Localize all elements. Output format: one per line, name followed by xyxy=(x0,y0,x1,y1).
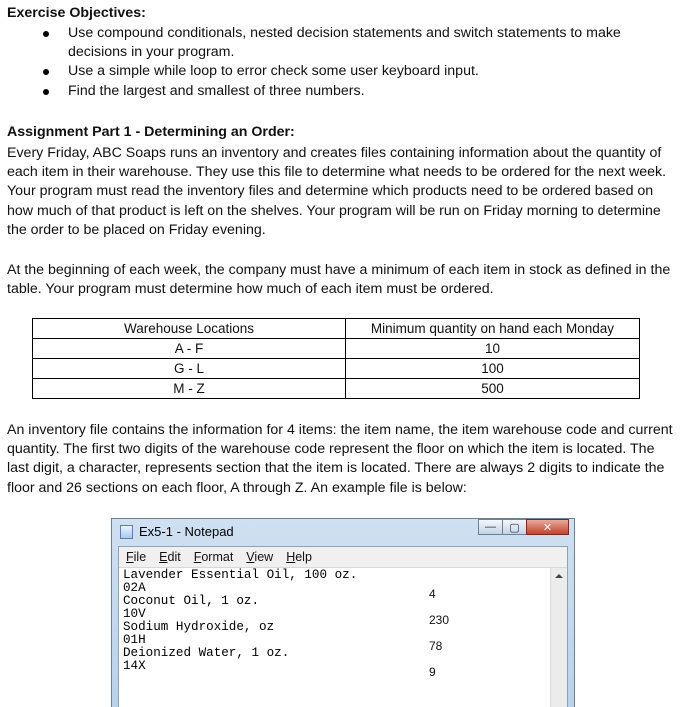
table-row xyxy=(33,339,640,359)
text-line: 01H xyxy=(123,633,146,647)
text-line: 10V xyxy=(123,607,146,621)
menu-file[interactable]: File xyxy=(126,550,147,564)
table-header-row xyxy=(33,319,640,339)
quantity-value: 230 xyxy=(429,613,450,627)
notepad-app-icon xyxy=(120,525,133,539)
table-row xyxy=(33,359,640,379)
text-line: Sodium Hydroxide, oz xyxy=(123,620,275,634)
column-header: Warehouse Locations xyxy=(33,319,346,339)
bullet-icon xyxy=(43,89,49,95)
bullet-icon xyxy=(43,69,49,75)
text-line: 02A xyxy=(123,581,146,595)
text-line: Deionized Water, 1 oz. xyxy=(123,646,290,660)
quantity-value: 78 xyxy=(429,639,443,653)
text-line: Lavender Essential Oil, 100 oz. xyxy=(123,568,358,582)
table-row xyxy=(33,379,640,399)
notepad-client-area xyxy=(118,546,568,707)
column-header: Minimum quantity on hand each Monday xyxy=(346,319,640,339)
notepad-text-area[interactable] xyxy=(123,569,423,673)
objectives-heading: Exercise Objectives: xyxy=(7,5,146,21)
quantity-value: 4 xyxy=(429,587,436,601)
close-button[interactable]: ✕ xyxy=(526,519,569,535)
paragraph-intro: Every Friday, ABC Soaps runs an inventory and creates files containing information about the quantity of each item in their warehouse. They use this file to determine what needs to be ordered for the next week. Your program must read the inventory files and determine which products need to be ordered based on how much of that product is left on the shelves. Your program will be run on Friday morning to determine the order to be placed on Friday evening. xyxy=(7,145,667,238)
maximize-button[interactable]: ▢ xyxy=(502,519,527,535)
table-cell: G - L xyxy=(33,359,346,379)
window-title: Ex5-1 - Notepad xyxy=(139,524,234,539)
table-cell: 100 xyxy=(346,359,640,379)
quantity-value: 9 xyxy=(429,665,436,679)
table-cell: A - F xyxy=(33,339,346,359)
table-cell: 10 xyxy=(346,339,640,359)
table-cell: 500 xyxy=(346,379,640,399)
vertical-scrollbar[interactable] xyxy=(550,568,567,707)
window-controls xyxy=(479,519,569,536)
scroll-up-icon[interactable] xyxy=(555,574,563,578)
list-item: Find the largest and smallest of three numbers. xyxy=(43,82,663,101)
paragraph-minimum: At the beginning of each week, the company must have a minimum of each item in stock as defined in the table. Your program must determine how much of each item must be ordered. xyxy=(7,262,671,298)
notepad-window xyxy=(111,518,575,707)
minimize-button[interactable]: — xyxy=(478,519,503,535)
menu-view[interactable]: View xyxy=(246,550,274,564)
list-item: Use a simple while loop to error check some user keyboard input. xyxy=(43,62,663,81)
menu-edit[interactable]: Edit xyxy=(159,550,181,564)
text-line: 14X xyxy=(123,659,146,673)
menu-help[interactable]: Help xyxy=(286,550,312,564)
part1-heading: Assignment Part 1 - Determining an Order: xyxy=(7,124,295,140)
text-line: Coconut Oil, 1 oz. xyxy=(123,594,260,608)
table-cell: M - Z xyxy=(33,379,346,399)
list-item: Use compound conditionals, nested decision statements and switch statements to make decisions in your program. xyxy=(43,24,663,62)
menu-format[interactable]: Format xyxy=(193,550,234,564)
menu-bar xyxy=(119,547,567,568)
objectives-list xyxy=(43,24,663,101)
minimum-quantity-table xyxy=(32,318,640,399)
bullet-icon xyxy=(43,31,49,37)
paragraph-file-format: An inventory file contains the information for 4 items: the item name, the item warehouse code and current quantity. The first two digits of the warehouse code represent the floor on which the item is located. The last digit, a character, represents section that the item is located. There are always 2 digits to indicate the floor and 26 sections on each floor, A through Z. An example file is below: xyxy=(7,422,673,496)
